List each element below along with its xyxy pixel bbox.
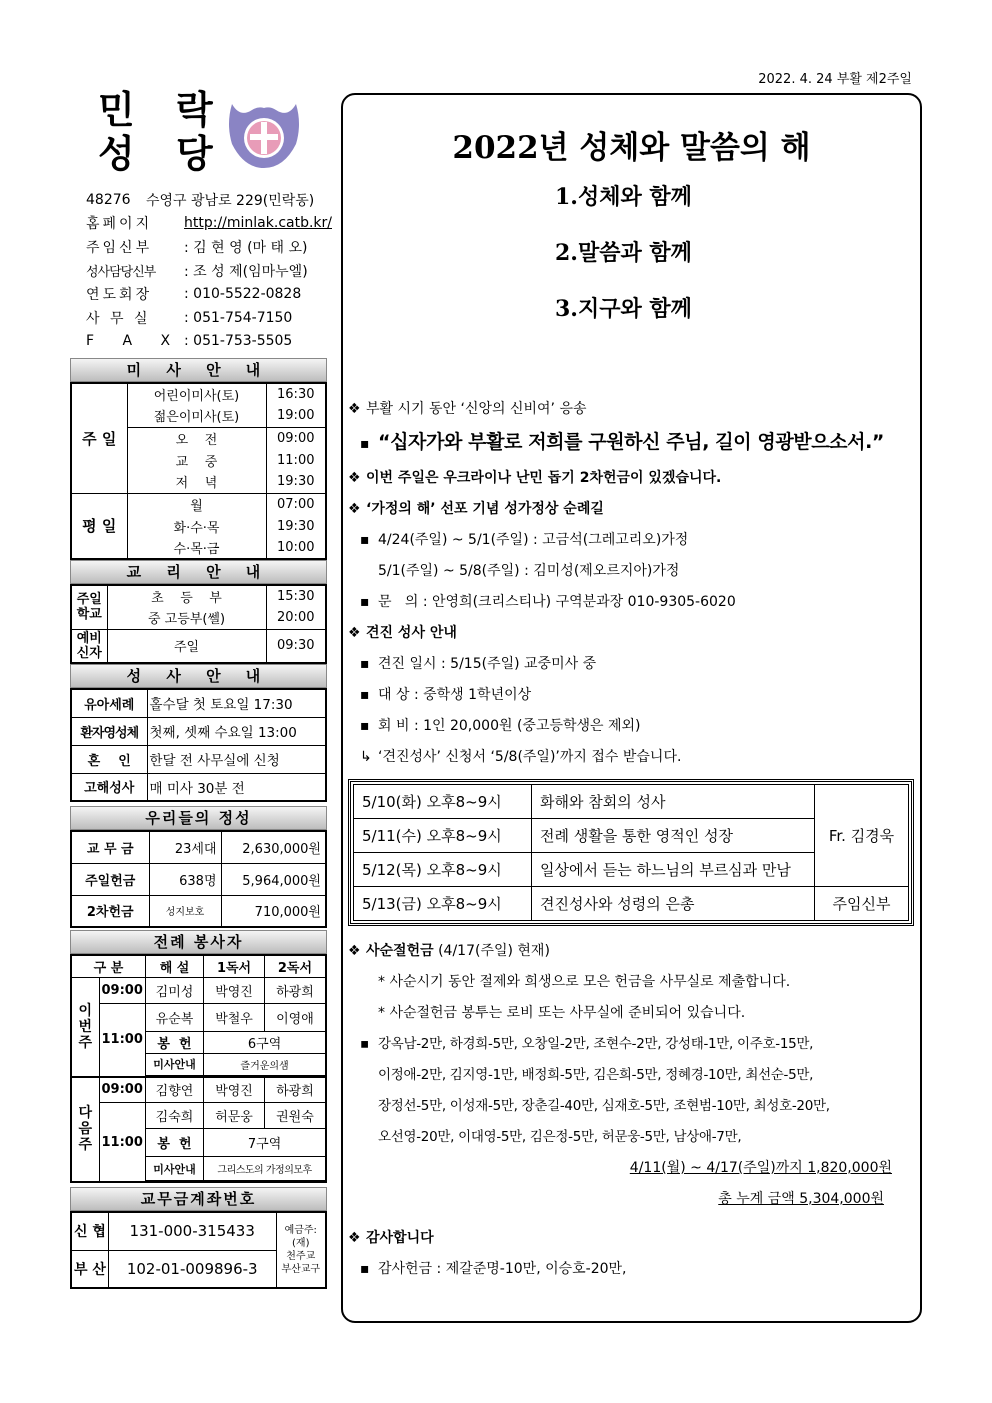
offering-count: 성지보호 [149, 895, 221, 927]
account-holder: 예금주: (재) 천주교 부산교구 [276, 1212, 326, 1288]
yeondo-row [86, 282, 336, 306]
address: 수영구 광남로 229(민락동) [146, 192, 315, 209]
offertory-value: 7구역 [204, 1129, 326, 1157]
offertory-label: 봉 헌 [145, 1031, 203, 1053]
lent-heading-sub: (4/17(주일) 현재) [438, 943, 550, 959]
sacrament-label: 유아세례 [71, 689, 147, 717]
fax-label: F A X [86, 333, 183, 350]
square-bullet-icon: ▪ [360, 687, 370, 703]
sacrament-value: 홀수달 첫 토요일 17:30 [147, 689, 326, 717]
homepage-row [86, 212, 336, 236]
education-topic: 견진성사와 성령의 은총 [532, 887, 815, 921]
address-code: 48276 [86, 191, 131, 208]
offerings-section-title: 우리들의 정성 [70, 806, 327, 830]
diamond-bullet-icon: ❖ [348, 401, 361, 417]
class-name: 초 등 부 [107, 585, 266, 607]
mass-table [70, 382, 327, 560]
diamond-bullet-icon: ❖ [348, 625, 361, 641]
mass-section-title: 미 사 안 내 [70, 358, 327, 382]
sacrament-priest-name: : 조 성 제(임마누엘) [184, 263, 308, 280]
col-header: 2독서 [264, 955, 326, 977]
reader-1: 박철우 [204, 1003, 265, 1031]
bank-name: 신 협 [71, 1212, 108, 1250]
education-lecturer: 주임신부 [815, 887, 909, 921]
education-date: 5/12(목) 오후8~9시 [354, 853, 532, 887]
bank-section-title: 교무금계좌번호 [70, 1187, 327, 1211]
reader-1: 허문웅 [204, 1103, 265, 1129]
sacrament-label: 혼 인 [71, 745, 147, 773]
class-name: 중 고등부(쎌) [107, 607, 266, 629]
office-label: 사 무 실 [86, 310, 151, 327]
confirmation-deadline: ↳ ‘견진성사’ 신청서 ‘5/8(주일)’까지 접수 받습니다. [348, 742, 914, 773]
this-week-label: 이 번 주 [71, 977, 99, 1077]
offering-amount: 5,964,000원 [221, 863, 326, 895]
offering-label: 2차헌금 [71, 895, 149, 927]
offerings-table [70, 830, 327, 928]
address-row [86, 188, 336, 212]
sacrament-value: 첫째, 셋째 수요일 13:00 [147, 717, 326, 745]
yeondo-label: 연도회장 [86, 287, 153, 304]
offering-label: 주일헌금 [71, 863, 149, 895]
thanks-line: ▪ 감사헌금 : 제갈준명-10만, 이승호-20만, [348, 1254, 914, 1285]
col-header: 1독서 [204, 955, 265, 977]
pilgrimage-line: ▪ 4/24(주일) ~ 5/1(주일) : 고금석(그레고리오)가정 [348, 525, 914, 556]
lent-donors: 장정선-5만, 이성재-5만, 장춘길-40만, 심재호-5만, 조현범-10만, 최성호-20만, [378, 1098, 830, 1114]
class-time: 09:30 [266, 629, 326, 663]
fax-row [86, 330, 336, 354]
homepage-link[interactable]: http://minlak.catb.kr/ [184, 215, 332, 232]
mass-time: 11:00 [99, 1003, 145, 1077]
lent-donors: 이정애-2만, 김지영-1만, 배정희-5만, 김은희-5만, 정혜경-10만, 최선순-5만, [378, 1067, 814, 1083]
mass-time: 10:00 [266, 537, 326, 559]
sacrament-priest-row [86, 259, 336, 283]
pilgrimage-line: 5/1(주일) ~ 5/8(주일) : 김미성(제오르지아)가정 [378, 563, 680, 579]
education-date: 5/13(금) 오후8~9시 [354, 887, 532, 921]
issue-date: 2022. 4. 24 부활 제2주일 [758, 72, 912, 87]
square-bullet-icon: ▪ [360, 718, 370, 734]
mass-name: 저 녁 [127, 471, 266, 493]
office-phone: : 051-754-7150 [184, 309, 293, 326]
lent-period-total: 4/11(월) ~ 4/17(주일)까지 1,820,000원 [629, 1160, 892, 1176]
easter-heading: ❖ 부활 시기 동안 ‘신앙의 신비여’ 응송 [348, 394, 914, 425]
ministers-table [70, 954, 327, 1183]
pastor-name: : 김 현 영 (마 태 오) [184, 239, 308, 256]
pastor-row [86, 235, 336, 259]
mass-time: 07:00 [266, 493, 326, 515]
mass-time: 11:00 [99, 1103, 145, 1183]
bank-account: 102-01-009896-3 [108, 1250, 276, 1288]
education-schedule [348, 779, 914, 926]
sacraments-table [70, 688, 327, 802]
education-topic: 일상에서 듣는 하느님의 부르심과 만남 [532, 853, 815, 887]
square-bullet-icon: ▪ [360, 532, 370, 548]
parish-name-line1: 민 락 [98, 87, 227, 132]
mass-time: 19:30 [266, 515, 326, 537]
square-bullet-icon: ▪ [360, 594, 370, 610]
lent-note: * 사순절헌금 봉투는 로비 또는 사무실에 준비되어 있습니다. [378, 1005, 746, 1021]
theme-point: 1.성체와 함께 [555, 184, 692, 210]
sacrament-label: 고해성사 [71, 773, 147, 801]
offering-amount: 2,630,000원 [221, 831, 326, 863]
pastor-label: 주임신부 [86, 239, 153, 256]
usher-value: 그리스도의 가정의모후 [204, 1157, 326, 1181]
mass-time: 09:00 [99, 1077, 145, 1103]
fax-number: : 051-753-5505 [184, 333, 293, 350]
left-column [70, 358, 327, 1289]
yeondo-phone: : 010-5522-0828 [184, 286, 302, 303]
parish-name-line2: 성 당 [98, 131, 227, 176]
pilgrimage-contact: ▪ 문 의 : 안영희(크리스티나) 구역분과장 010-9305-6020 [348, 587, 914, 618]
reader-2: 이영애 [264, 1003, 326, 1031]
education-lecturer: Fr. 김경욱 [815, 785, 909, 887]
mass-name: 젊은이미사(토) [127, 405, 266, 427]
offering-count: 638명 [149, 863, 221, 895]
offering-label: 교 무 금 [71, 831, 149, 863]
square-bullet-icon: ▪ [360, 436, 370, 452]
commentator: 김향연 [145, 1077, 203, 1103]
bank-table [70, 1211, 327, 1289]
office-row [86, 306, 336, 330]
thanks-heading: ❖ 감사합니다 [348, 1223, 914, 1254]
reader-1: 박영진 [204, 1077, 265, 1103]
lent-note: * 사순시기 동안 절제와 희생으로 모은 헌금을 사무실로 제출합니다. [378, 974, 791, 990]
mass-time: 11:00 [266, 449, 326, 471]
confirmation-line: ▪ 견진 일시 : 5/15(주일) 교중미사 중 [348, 649, 914, 680]
page-title: 2022년 성체와 말씀의 해 [452, 130, 811, 166]
sacraments-section-title: 성 사 안 내 [70, 664, 327, 688]
lent-grand-total: 총 누계 금액 5,304,000원 [718, 1191, 884, 1207]
confirmation-line: ▪ 대 상 : 중학생 1학년이상 [348, 680, 914, 711]
parish-name [98, 88, 227, 176]
mass-time: 09:00 [266, 427, 326, 449]
bank-name: 부 산 [71, 1250, 108, 1288]
easter-quote-row [348, 425, 914, 459]
offering-count: 23세대 [149, 831, 221, 863]
sacrament-label: 환자영성체 [71, 717, 147, 745]
confirmation-line: ▪ 회 비 : 1인 20,000원 (중고등학생은 제외) [348, 711, 914, 742]
reader-2: 하광희 [264, 977, 326, 1003]
diamond-bullet-icon: ❖ [348, 943, 361, 959]
education-date: 5/10(화) 오후8~9시 [354, 785, 532, 819]
education-table [353, 784, 909, 921]
lent-donors: 오선영-20만, 이대영-5만, 김은정-5만, 허문웅-5만, 남상애-7만, [378, 1129, 742, 1145]
mass-time: 09:00 [99, 977, 145, 1003]
catechumen-label: 예비 신자 [71, 629, 107, 663]
theme-point: 2.말씀과 함께 [555, 240, 692, 266]
mass-time: 19:30 [266, 471, 326, 493]
sacrament-priest-label: 성사담당신부 [86, 265, 156, 281]
square-bullet-icon: ▪ [360, 656, 370, 672]
bank-account: 131-000-315433 [108, 1212, 276, 1250]
usher-label: 미사안내 [145, 1053, 203, 1075]
class-time: 20:00 [266, 607, 326, 629]
next-week-label: 다 음 주 [71, 1077, 99, 1183]
confirmation-heading: ❖ 견진 성사 안내 [348, 618, 914, 649]
class-time: 15:30 [266, 585, 326, 607]
weekday-label: 평 일 [71, 493, 127, 559]
homepage-label: 홈페이지 [86, 216, 153, 233]
commentator: 김미성 [145, 977, 203, 1003]
offertory-label: 봉 헌 [145, 1129, 203, 1157]
lent-heading: ❖ 사순절헌금 (4/17(주일) 현재) [348, 936, 914, 967]
mass-time: 16:30 [266, 383, 326, 405]
usher-value: 즐거운의샘 [204, 1053, 326, 1075]
reader-1: 박영진 [204, 977, 265, 1003]
education-date: 5/11(수) 오후8~9시 [354, 819, 532, 853]
arrow-bullet-icon: ↳ [360, 749, 372, 765]
class-name: 주일 [107, 629, 266, 663]
offertory-value: 6구역 [204, 1031, 326, 1053]
parish-logo-icon [222, 96, 306, 172]
reader-2: 하광희 [264, 1077, 326, 1103]
ukraine-notice: ❖ 이번 주일은 우크라이나 난민 돕기 2차헌금이 있겠습니다. [348, 463, 914, 494]
parish-info [86, 188, 336, 353]
education-topic: 화해와 참회의 성사 [532, 785, 815, 819]
commentator: 김숙희 [145, 1103, 203, 1129]
catechism-section-title: 교 리 안 내 [70, 560, 327, 584]
mass-name: 오 전 [127, 427, 266, 449]
diamond-bullet-icon: ❖ [348, 501, 361, 517]
education-topic: 전례 생활을 통한 영적인 성장 [532, 819, 815, 853]
mass-name: 수·목·금 [127, 537, 266, 559]
mass-name: 교 중 [127, 449, 266, 471]
catechism-table [70, 584, 327, 664]
mass-time: 19:00 [266, 405, 326, 427]
ministers-section-title: 전례 봉사자 [70, 930, 327, 954]
mass-name: 어린이미사(토) [127, 383, 266, 405]
diamond-bullet-icon: ❖ [348, 470, 361, 486]
col-header: 구 분 [71, 955, 145, 977]
sacrament-value: 매 미사 30분 전 [147, 773, 326, 801]
lent-donors: ▪ 강옥남-2만, 하경희-5만, 오창일-2만, 조현수-2만, 강성태-1만, 이주호-15만, [348, 1029, 914, 1060]
mass-name: 화·수·목 [127, 515, 266, 537]
col-header: 해 설 [145, 955, 203, 977]
diamond-bullet-icon: ❖ [348, 1230, 361, 1246]
offering-amount: 710,000원 [221, 895, 326, 927]
pilgrimage-heading: ❖ ‘가정의 해’ 선포 기념 성가정상 순례길 [348, 494, 914, 525]
sacrament-value: 한달 전 사무실에 신청 [147, 745, 326, 773]
square-bullet-icon: ▪ [360, 1261, 370, 1277]
sunday-school-label: 주일 학교 [71, 585, 107, 629]
theme-point: 3.지구와 함께 [555, 296, 692, 322]
usher-label: 미사안내 [145, 1157, 203, 1181]
sunday-label: 주 일 [71, 383, 127, 493]
easter-quote: “십자가와 부활로 저희를 구원하신 주님, 길이 영광받으소서.” [378, 431, 884, 453]
mass-name: 월 [127, 493, 266, 515]
reader-2: 권원숙 [264, 1103, 326, 1129]
announcements [348, 394, 914, 1285]
commentator: 유순복 [145, 1003, 203, 1031]
square-bullet-icon: ▪ [360, 1036, 369, 1052]
